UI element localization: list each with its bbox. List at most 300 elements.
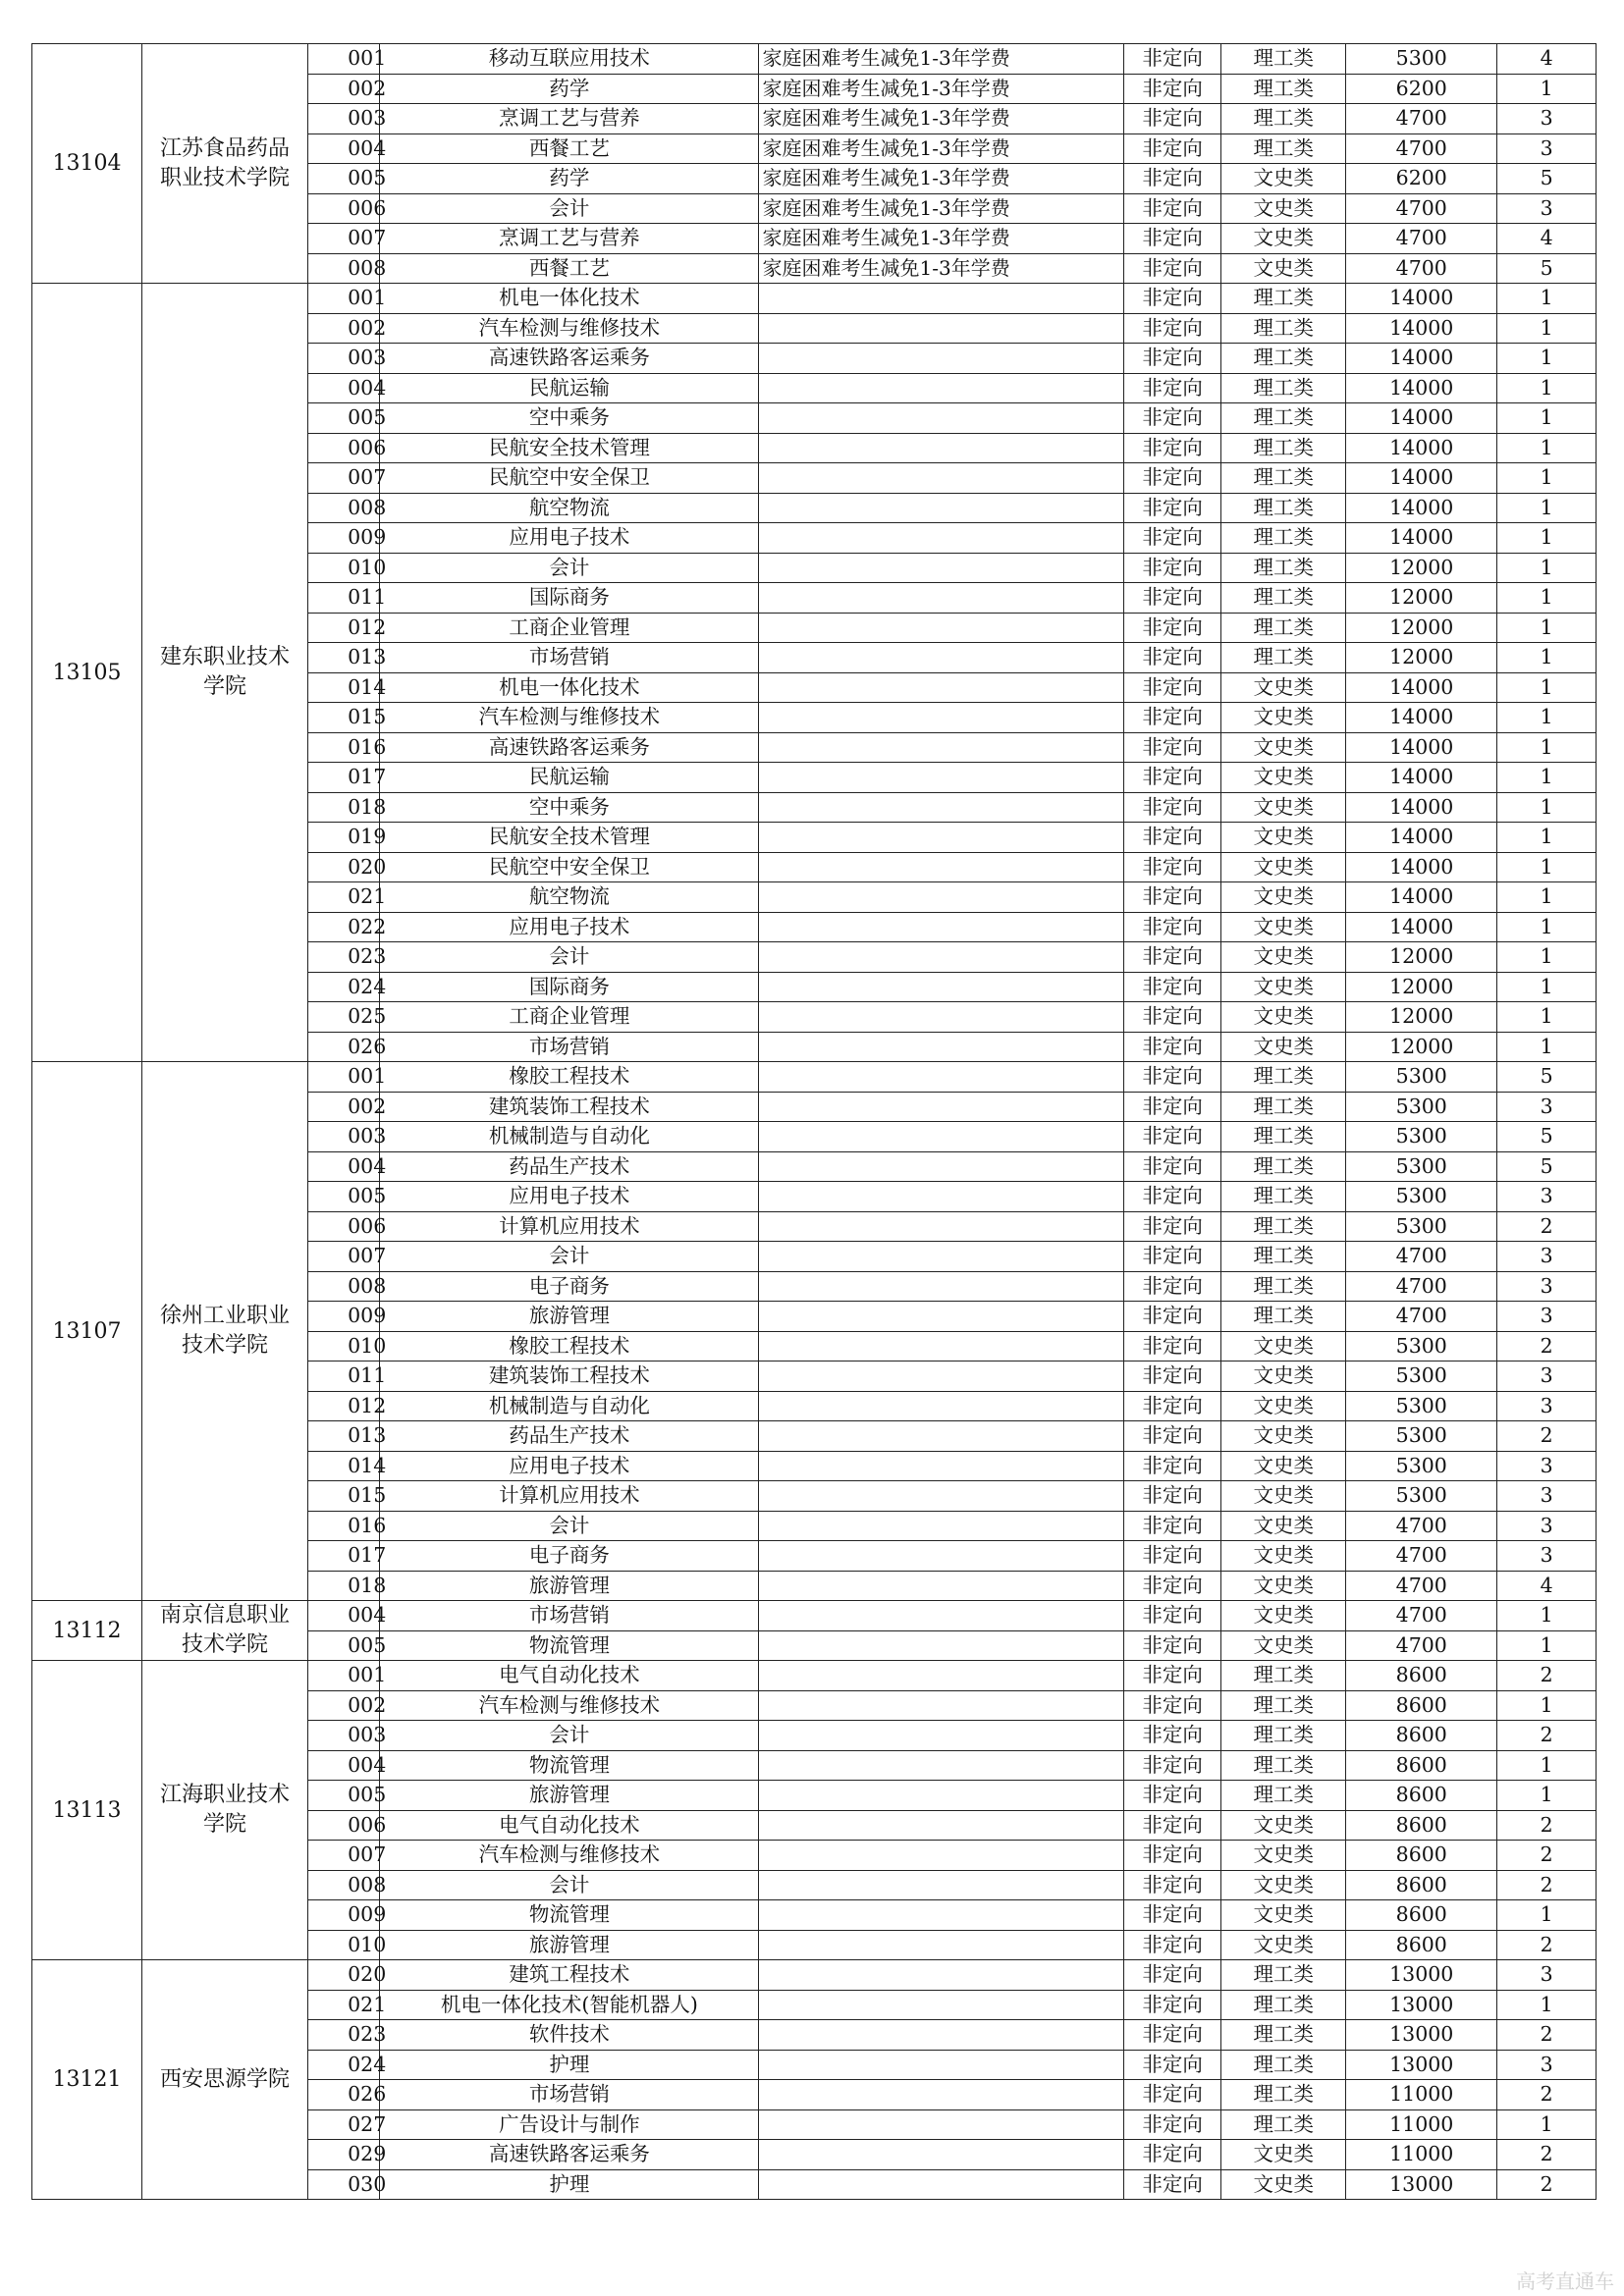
category: 理工类 (1221, 553, 1346, 583)
remark: 家庭困难考生减免1-3年学费 (759, 224, 1123, 254)
category: 文史类 (1221, 1481, 1346, 1512)
program-code: 004 (308, 133, 380, 164)
orientation: 非定向 (1123, 403, 1220, 434)
tuition: 4700 (1346, 1601, 1497, 1631)
tuition: 5300 (1346, 1331, 1497, 1362)
program-name: 电气自动化技术 (380, 1661, 759, 1691)
remark (759, 313, 1123, 344)
category: 文史类 (1221, 823, 1346, 853)
category: 理工类 (1221, 2080, 1346, 2110)
category: 理工类 (1221, 1781, 1346, 1811)
category: 文史类 (1221, 1451, 1346, 1481)
program-name: 计算机应用技术 (380, 1481, 759, 1512)
program-code: 030 (308, 2169, 380, 2200)
program-name: 旅游管理 (380, 1781, 759, 1811)
program-code: 008 (308, 1870, 380, 1900)
program-code: 021 (308, 1990, 380, 2020)
program-code: 008 (308, 253, 380, 284)
tuition: 4700 (1346, 1511, 1497, 1541)
remark (759, 1661, 1123, 1691)
category: 文史类 (1221, 2140, 1346, 2170)
program-name: 高速铁路客运乘务 (380, 732, 759, 763)
program-name: 旅游管理 (380, 1930, 759, 1960)
remark (759, 553, 1123, 583)
program-name: 会计 (380, 1242, 759, 1272)
program-code: 007 (308, 1242, 380, 1272)
orientation: 非定向 (1123, 2169, 1220, 2200)
program-code: 015 (308, 1481, 380, 1512)
tuition: 4700 (1346, 1541, 1497, 1572)
category: 理工类 (1221, 1990, 1346, 2020)
program-name: 会计 (380, 1870, 759, 1900)
plan-count: 1 (1497, 523, 1597, 554)
orientation: 非定向 (1123, 523, 1220, 554)
remark (759, 284, 1123, 314)
program-name: 会计 (380, 193, 759, 224)
plan-count: 1 (1497, 972, 1597, 1002)
program-name: 物流管理 (380, 1900, 759, 1931)
orientation: 非定向 (1123, 463, 1220, 494)
program-name: 橡胶工程技术 (380, 1331, 759, 1362)
remark (759, 1271, 1123, 1302)
program-code: 008 (308, 1271, 380, 1302)
orientation: 非定向 (1123, 224, 1220, 254)
program-name: 汽车检测与维修技术 (380, 313, 759, 344)
tuition: 5300 (1346, 1391, 1497, 1421)
program-name: 市场营销 (380, 2080, 759, 2110)
program-name: 应用电子技术 (380, 1182, 759, 1212)
orientation: 非定向 (1123, 74, 1220, 104)
remark (759, 1362, 1123, 1392)
tuition: 4700 (1346, 1242, 1497, 1272)
plan-count: 2 (1497, 2169, 1597, 2200)
tuition: 14000 (1346, 792, 1497, 823)
plan-count: 3 (1497, 1242, 1597, 1272)
remark (759, 1451, 1123, 1481)
category: 理工类 (1221, 613, 1346, 643)
program-code: 016 (308, 732, 380, 763)
program-name: 会计 (380, 1721, 759, 1751)
orientation: 非定向 (1123, 313, 1220, 344)
category: 文史类 (1221, 672, 1346, 703)
tuition: 12000 (1346, 643, 1497, 673)
program-code: 006 (308, 433, 380, 463)
program-name: 民航运输 (380, 373, 759, 403)
program-code: 002 (308, 1690, 380, 1721)
program-code: 020 (308, 1960, 380, 1991)
orientation: 非定向 (1123, 2109, 1220, 2140)
plan-count: 5 (1497, 1122, 1597, 1152)
program-name: 护理 (380, 2169, 759, 2200)
program-code: 012 (308, 1391, 380, 1421)
category: 理工类 (1221, 583, 1346, 614)
orientation: 非定向 (1123, 882, 1220, 913)
remark (759, 1781, 1123, 1811)
category: 理工类 (1221, 523, 1346, 554)
tuition: 5300 (1346, 1062, 1497, 1093)
orientation: 非定向 (1123, 1302, 1220, 1332)
table-row (32, 1062, 1597, 1093)
orientation: 非定向 (1123, 284, 1220, 314)
plan-count: 1 (1497, 1690, 1597, 1721)
remark (759, 1092, 1123, 1122)
orientation: 非定向 (1123, 193, 1220, 224)
category: 文史类 (1221, 1841, 1346, 1871)
tuition: 5300 (1346, 1362, 1497, 1392)
category: 文史类 (1221, 1511, 1346, 1541)
tuition: 8600 (1346, 1810, 1497, 1841)
remark (759, 1151, 1123, 1182)
category: 文史类 (1221, 732, 1346, 763)
program-code: 002 (308, 313, 380, 344)
program-code: 002 (308, 74, 380, 104)
orientation: 非定向 (1123, 433, 1220, 463)
program-code: 006 (308, 193, 380, 224)
tuition: 5300 (1346, 1151, 1497, 1182)
plan-count: 3 (1497, 1960, 1597, 1991)
program-name: 计算机应用技术 (380, 1211, 759, 1242)
category: 理工类 (1221, 1211, 1346, 1242)
tuition: 8600 (1346, 1870, 1497, 1900)
orientation: 非定向 (1123, 2020, 1220, 2051)
orientation: 非定向 (1123, 1541, 1220, 1572)
plan-count: 3 (1497, 104, 1597, 134)
program-name: 工商企业管理 (380, 613, 759, 643)
remark (759, 882, 1123, 913)
category: 理工类 (1221, 1690, 1346, 1721)
remark (759, 493, 1123, 523)
plan-count: 1 (1497, 912, 1597, 942)
plan-count: 1 (1497, 1750, 1597, 1781)
orientation: 非定向 (1123, 852, 1220, 882)
plan-count: 3 (1497, 1481, 1597, 1512)
orientation: 非定向 (1123, 1750, 1220, 1781)
tuition: 14000 (1346, 763, 1497, 793)
orientation: 非定向 (1123, 2050, 1220, 2080)
program-name: 广告设计与制作 (380, 2109, 759, 2140)
plan-count: 1 (1497, 763, 1597, 793)
tuition: 12000 (1346, 1032, 1497, 1062)
orientation: 非定向 (1123, 942, 1220, 973)
plan-count: 1 (1497, 703, 1597, 733)
remark (759, 1062, 1123, 1093)
plan-count: 3 (1497, 1391, 1597, 1421)
plan-count: 3 (1497, 1182, 1597, 1212)
program-code: 010 (308, 553, 380, 583)
orientation: 非定向 (1123, 373, 1220, 403)
tuition: 13000 (1346, 1960, 1497, 1991)
remark (759, 1511, 1123, 1541)
program-code: 017 (308, 763, 380, 793)
orientation: 非定向 (1123, 1062, 1220, 1093)
tuition: 5300 (1346, 1421, 1497, 1452)
orientation: 非定向 (1123, 1930, 1220, 1960)
orientation: 非定向 (1123, 613, 1220, 643)
plan-count: 1 (1497, 553, 1597, 583)
category: 文史类 (1221, 1870, 1346, 1900)
program-name: 烹调工艺与营养 (380, 224, 759, 254)
orientation: 非定向 (1123, 1960, 1220, 1991)
program-name: 药学 (380, 74, 759, 104)
program-name: 国际商务 (380, 972, 759, 1002)
plan-count: 3 (1497, 1451, 1597, 1481)
orientation: 非定向 (1123, 1271, 1220, 1302)
program-name: 民航安全技术管理 (380, 433, 759, 463)
orientation: 非定向 (1123, 1870, 1220, 1900)
category: 文史类 (1221, 1630, 1346, 1661)
remark (759, 1721, 1123, 1751)
remark (759, 1630, 1123, 1661)
school-name: 江海职业技术学院 (141, 1661, 307, 1960)
orientation: 非定向 (1123, 1511, 1220, 1541)
program-code: 026 (308, 2080, 380, 2110)
tuition: 6200 (1346, 74, 1497, 104)
tuition: 12000 (1346, 972, 1497, 1002)
remark (759, 613, 1123, 643)
tuition: 13000 (1346, 2020, 1497, 2051)
category: 理工类 (1221, 44, 1346, 75)
orientation: 非定向 (1123, 1032, 1220, 1062)
remark (759, 583, 1123, 614)
program-name: 药品生产技术 (380, 1421, 759, 1452)
orientation: 非定向 (1123, 823, 1220, 853)
category: 文史类 (1221, 1541, 1346, 1572)
plan-count: 3 (1497, 1302, 1597, 1332)
plan-count: 1 (1497, 74, 1597, 104)
remark (759, 1242, 1123, 1272)
program-code: 022 (308, 912, 380, 942)
program-code: 010 (308, 1930, 380, 1960)
program-code: 001 (308, 284, 380, 314)
school-code: 13112 (32, 1601, 142, 1661)
category: 文史类 (1221, 193, 1346, 224)
plan-count: 2 (1497, 1810, 1597, 1841)
program-code: 001 (308, 1062, 380, 1093)
orientation: 非定向 (1123, 763, 1220, 793)
program-name: 航空物流 (380, 882, 759, 913)
program-name: 西餐工艺 (380, 253, 759, 284)
tuition: 14000 (1346, 882, 1497, 913)
remark (759, 672, 1123, 703)
table-row (32, 1960, 1597, 1991)
category: 理工类 (1221, 284, 1346, 314)
school-name: 江苏食品药品职业技术学院 (141, 44, 307, 284)
admission-plan-table (31, 43, 1597, 2200)
program-name: 民航运输 (380, 763, 759, 793)
category: 文史类 (1221, 942, 1346, 973)
category: 理工类 (1221, 403, 1346, 434)
plan-count: 1 (1497, 373, 1597, 403)
orientation: 非定向 (1123, 703, 1220, 733)
program-code: 005 (308, 1182, 380, 1212)
tuition: 5300 (1346, 1122, 1497, 1152)
program-code: 016 (308, 1511, 380, 1541)
category: 理工类 (1221, 1661, 1346, 1691)
plan-count: 1 (1497, 1630, 1597, 1661)
program-code: 024 (308, 972, 380, 1002)
tuition: 4700 (1346, 224, 1497, 254)
category: 文史类 (1221, 1362, 1346, 1392)
tuition: 8600 (1346, 1721, 1497, 1751)
orientation: 非定向 (1123, 732, 1220, 763)
remark (759, 1900, 1123, 1931)
remark (759, 852, 1123, 882)
program-code: 005 (308, 1781, 380, 1811)
orientation: 非定向 (1123, 972, 1220, 1002)
remark (759, 1541, 1123, 1572)
tuition: 8600 (1346, 1900, 1497, 1931)
tuition: 8600 (1346, 1781, 1497, 1811)
program-code: 023 (308, 942, 380, 973)
remark (759, 1870, 1123, 1900)
program-name: 应用电子技术 (380, 523, 759, 554)
category: 理工类 (1221, 1750, 1346, 1781)
plan-count: 2 (1497, 1331, 1597, 1362)
category: 理工类 (1221, 1721, 1346, 1751)
program-code: 018 (308, 1571, 380, 1601)
tuition: 14000 (1346, 313, 1497, 344)
category: 文史类 (1221, 1810, 1346, 1841)
plan-count: 1 (1497, 583, 1597, 614)
orientation: 非定向 (1123, 1661, 1220, 1691)
program-code: 011 (308, 583, 380, 614)
orientation: 非定向 (1123, 253, 1220, 284)
program-name: 市场营销 (380, 1601, 759, 1631)
remark (759, 344, 1123, 374)
remark (759, 1930, 1123, 1960)
program-name: 汽车检测与维修技术 (380, 703, 759, 733)
plan-count: 3 (1497, 2050, 1597, 2080)
tuition: 11000 (1346, 2109, 1497, 2140)
remark (759, 1481, 1123, 1512)
category: 文史类 (1221, 253, 1346, 284)
category: 理工类 (1221, 433, 1346, 463)
remark (759, 643, 1123, 673)
program-code: 004 (308, 1151, 380, 1182)
program-code: 018 (308, 792, 380, 823)
program-code: 009 (308, 1900, 380, 1931)
tuition: 4700 (1346, 104, 1497, 134)
program-name: 物流管理 (380, 1750, 759, 1781)
program-code: 015 (308, 703, 380, 733)
category: 文史类 (1221, 224, 1346, 254)
program-name: 市场营销 (380, 1032, 759, 1062)
tuition: 14000 (1346, 373, 1497, 403)
orientation: 非定向 (1123, 1721, 1220, 1751)
category: 文史类 (1221, 1421, 1346, 1452)
school-code: 13105 (32, 284, 142, 1062)
remark (759, 1421, 1123, 1452)
category: 文史类 (1221, 972, 1346, 1002)
program-name: 电子商务 (380, 1271, 759, 1302)
remark: 家庭困难考生减免1-3年学费 (759, 104, 1123, 134)
tuition: 8600 (1346, 1750, 1497, 1781)
remark (759, 1002, 1123, 1033)
category: 理工类 (1221, 1151, 1346, 1182)
program-name: 建筑工程技术 (380, 1960, 759, 1991)
category: 文史类 (1221, 1032, 1346, 1062)
program-code: 007 (308, 1841, 380, 1871)
program-code: 014 (308, 672, 380, 703)
program-code: 029 (308, 2140, 380, 2170)
school-name: 徐州工业职业技术学院 (141, 1062, 307, 1601)
plan-count: 2 (1497, 1930, 1597, 1960)
orientation: 非定向 (1123, 1690, 1220, 1721)
category: 理工类 (1221, 1122, 1346, 1152)
category: 文史类 (1221, 2169, 1346, 2200)
category: 理工类 (1221, 1182, 1346, 1212)
remark (759, 1391, 1123, 1421)
remark (759, 403, 1123, 434)
program-name: 空中乘务 (380, 403, 759, 434)
tuition: 11000 (1346, 2140, 1497, 2170)
program-name: 机械制造与自动化 (380, 1391, 759, 1421)
plan-count: 2 (1497, 2140, 1597, 2170)
tuition: 14000 (1346, 852, 1497, 882)
program-name: 应用电子技术 (380, 912, 759, 942)
plan-count: 3 (1497, 133, 1597, 164)
category: 理工类 (1221, 1302, 1346, 1332)
remark (759, 763, 1123, 793)
tuition: 12000 (1346, 942, 1497, 973)
orientation: 非定向 (1123, 133, 1220, 164)
program-name: 会计 (380, 553, 759, 583)
program-code: 009 (308, 523, 380, 554)
tuition: 8600 (1346, 1661, 1497, 1691)
tuition: 12000 (1346, 1002, 1497, 1033)
program-name: 橡胶工程技术 (380, 1062, 759, 1093)
tuition: 12000 (1346, 553, 1497, 583)
orientation: 非定向 (1123, 1810, 1220, 1841)
remark: 家庭困难考生减免1-3年学费 (759, 74, 1123, 104)
remark: 家庭困难考生减免1-3年学费 (759, 193, 1123, 224)
category: 文史类 (1221, 1571, 1346, 1601)
plan-count: 1 (1497, 344, 1597, 374)
program-code: 003 (308, 344, 380, 374)
category: 理工类 (1221, 463, 1346, 494)
remark (759, 1810, 1123, 1841)
remark (759, 2140, 1123, 2170)
program-name: 药品生产技术 (380, 1151, 759, 1182)
program-name: 民航空中安全保卫 (380, 852, 759, 882)
tuition: 4700 (1346, 133, 1497, 164)
remark (759, 703, 1123, 733)
program-code: 003 (308, 1122, 380, 1152)
category: 文史类 (1221, 1930, 1346, 1960)
orientation: 非定向 (1123, 2140, 1220, 2170)
program-code: 021 (308, 882, 380, 913)
program-code: 013 (308, 1421, 380, 1452)
category: 理工类 (1221, 2020, 1346, 2051)
remark (759, 1990, 1123, 2020)
school-name: 南京信息职业技术学院 (141, 1601, 307, 1661)
page-footer (0, 2269, 1624, 2296)
remark (759, 2050, 1123, 2080)
category: 理工类 (1221, 344, 1346, 374)
orientation: 非定向 (1123, 672, 1220, 703)
tuition: 14000 (1346, 703, 1497, 733)
table-body (32, 44, 1597, 2200)
plan-count: 3 (1497, 1092, 1597, 1122)
orientation: 非定向 (1123, 1841, 1220, 1871)
program-code: 003 (308, 1721, 380, 1751)
category: 文史类 (1221, 882, 1346, 913)
category: 文史类 (1221, 763, 1346, 793)
tuition: 14000 (1346, 493, 1497, 523)
program-code: 012 (308, 613, 380, 643)
plan-count: 1 (1497, 403, 1597, 434)
tuition: 14000 (1346, 433, 1497, 463)
